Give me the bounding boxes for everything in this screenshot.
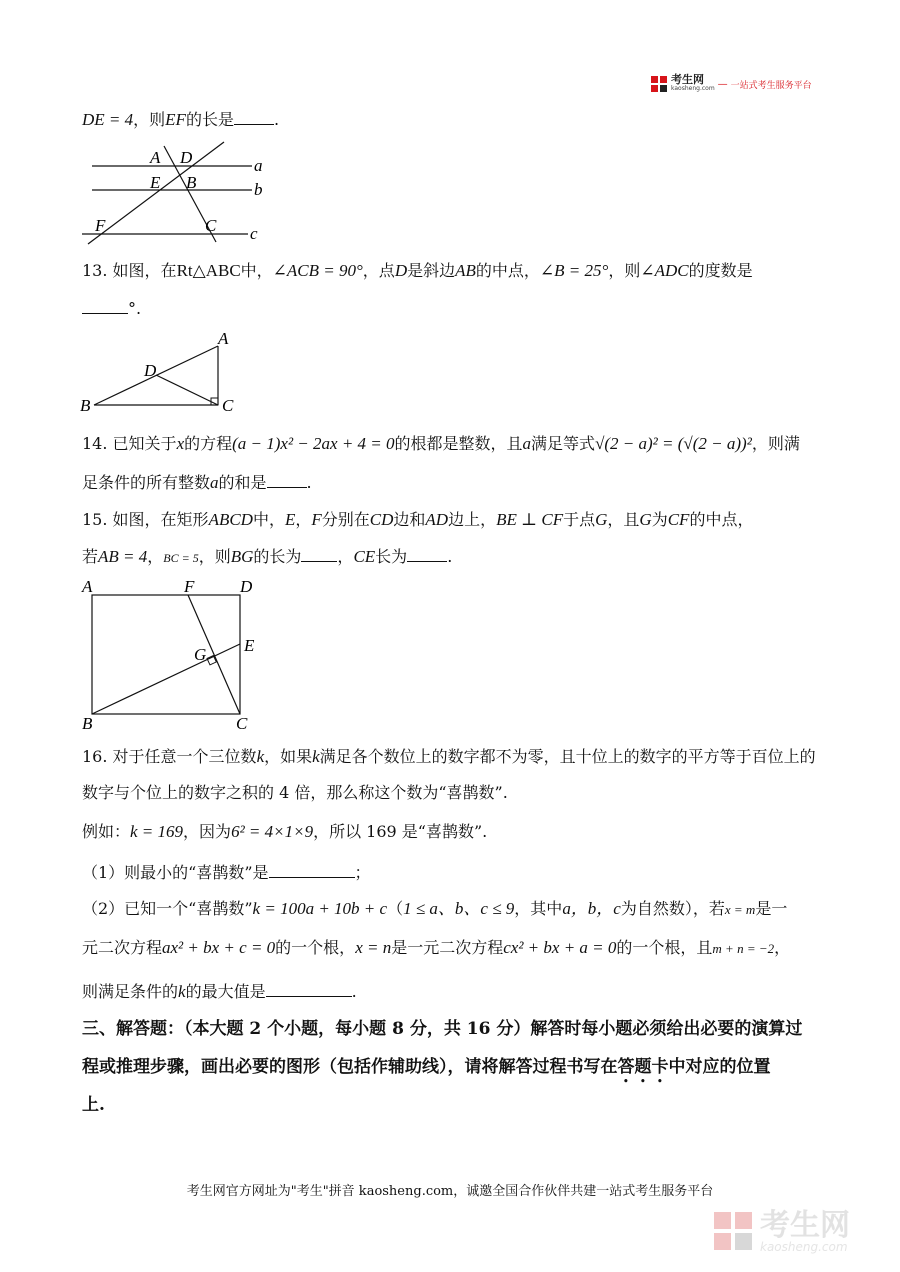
logo-cn: 考生网	[671, 73, 704, 86]
q16-answer-blank-1	[269, 863, 355, 878]
q14-text: ，则满	[751, 434, 800, 453]
q13-text: 是斜边	[407, 261, 456, 280]
q16-line1	[82, 746, 816, 768]
q16-text: （	[387, 899, 404, 918]
kaosheng-logo-icon	[650, 75, 668, 93]
q15-answer-blank-2	[407, 547, 447, 562]
q16-answer-blank-2	[266, 982, 352, 997]
q12-de: DE = 4	[82, 110, 134, 129]
section3-text: 程或推理步骤，画出必要的图形（包括作辅助线），请将解答过程书写在	[82, 1057, 618, 1077]
q16-example-k: k = 169	[130, 822, 184, 841]
q15-ab: AB = 4	[98, 547, 148, 566]
q15-perp: BE ⊥ CF	[496, 510, 564, 529]
q14-var-a: a	[522, 434, 532, 453]
q13-text: ，点	[362, 261, 395, 280]
fig12-label: C	[205, 216, 217, 235]
q16-part2	[82, 898, 787, 921]
q14-line1	[82, 433, 800, 455]
fig15-label: B	[82, 714, 93, 733]
q15-cd: CD	[369, 510, 394, 529]
fig12-label: B	[186, 173, 197, 192]
q16-text: 则满足条件的	[82, 982, 179, 1001]
q15-cf: CF	[667, 510, 690, 529]
q16-condition: 1 ≤ a、b、c ≤ 9	[403, 899, 515, 918]
q16-var-k: k	[178, 982, 186, 1001]
fig15-label: C	[236, 714, 248, 733]
q15-point-g: G	[595, 510, 608, 529]
fig12-label: D	[180, 148, 193, 167]
watermark	[712, 1210, 850, 1254]
q15-text: ，	[147, 547, 164, 566]
q12-text2: 的长是	[185, 110, 234, 129]
q16-eq1: ax² + bx + c = 0	[162, 938, 276, 957]
q15-text: 长为	[375, 547, 408, 566]
q15-bc: BC = 5	[163, 551, 199, 565]
q15-text: 的中点，	[689, 510, 754, 529]
q13-angle-acb: ∠ACB = 90°	[272, 261, 363, 280]
q13-line2	[82, 298, 141, 320]
q13-degree: °.	[128, 299, 142, 318]
q13-number: 13.	[82, 261, 108, 280]
q16-part2-line3	[82, 981, 357, 1003]
q16-text: ，	[774, 938, 791, 957]
q16-part1	[82, 862, 371, 884]
fig13-label: B	[80, 396, 91, 415]
q16-text: 是一元二次方程	[391, 938, 504, 957]
q15-point-g: G	[639, 510, 652, 529]
q16-var-k: k	[312, 747, 320, 766]
q16-text: ，因为	[183, 822, 232, 841]
q13-text: 中，	[240, 261, 273, 280]
q14-var-a: a	[210, 473, 219, 492]
q15-number: 15.	[82, 510, 108, 529]
q15-text: 边和	[393, 510, 426, 529]
q16-example-eq: 6² = 4×1×9	[231, 822, 314, 841]
q12-text: ，则	[133, 110, 166, 129]
q15-text: 中，	[252, 510, 285, 529]
q15-text: 如图，在矩形	[112, 510, 209, 529]
fig13-label: C	[222, 396, 234, 415]
fig12-label: E	[150, 173, 161, 192]
q14-equation2: √(2 − a)² = (√(2 − a))²	[595, 434, 752, 453]
q16-text: 元二次方程	[82, 938, 163, 957]
q16-text: 为自然数），若	[620, 899, 725, 918]
q15-text: ，	[295, 510, 312, 529]
q15-point-e: E	[284, 510, 296, 529]
section3-emphasis: 答题卡	[617, 1057, 669, 1077]
q16-text: 对于任意一个三位数	[112, 747, 257, 766]
q16-text: （1）则最小的“喜鹊数”是	[82, 863, 269, 882]
q14-text: 已知关于	[112, 434, 177, 453]
section3-line1: 三、解答题：（本大题 2 个小题，每小题 8 分，共 16 分）解答时每小题必须给出必要的演算过	[82, 1019, 803, 1039]
q16-x-m: x = m	[724, 902, 756, 917]
q16-text: （2）已知一个“喜鹊数”	[82, 899, 253, 918]
q16-part2-line2	[82, 937, 790, 960]
fig12-parallel-lines	[80, 140, 280, 250]
q16-text: 的最大值是	[185, 982, 266, 1001]
q15-text: ，	[337, 547, 354, 566]
q16-text: ，其中	[514, 899, 563, 918]
fig13-triangle	[78, 328, 248, 418]
q16-text: .	[351, 982, 357, 1001]
q13-point-d: D	[394, 261, 408, 280]
watermark-en: kaosheng.com	[760, 1240, 848, 1254]
q16-line3	[82, 821, 487, 843]
q15-text: ，则	[198, 547, 231, 566]
q15-bg: BG	[230, 547, 254, 566]
watermark-logo-icon	[712, 1210, 754, 1254]
q16-text: 是一	[755, 899, 788, 918]
q14-line2: 足条件的所有整数a的和是 .	[82, 473, 312, 492]
q15-ce: CE	[353, 547, 376, 566]
q14-text: 的和是	[218, 473, 267, 492]
q16-text: ，所以 169 是“喜鹊数”.	[313, 822, 488, 841]
header-slogan: 一站式考生服务平台	[730, 80, 812, 91]
q16-x-n: x = n	[355, 938, 392, 957]
q14-equation: (a − 1)x² − 2ax + 4 = 0	[232, 434, 395, 453]
q16-number: 16.	[82, 747, 108, 766]
q15-text: 的长为	[253, 547, 302, 566]
q15-ad: AD	[425, 510, 449, 529]
watermark-cn: 考生网	[760, 1208, 850, 1243]
q16-k-expr: k = 100a + 10b + c	[252, 899, 388, 918]
fig13-label: D	[144, 361, 157, 380]
q14-answer-blank	[267, 473, 307, 488]
q16-text: 的一个根，	[275, 938, 356, 957]
q16-text: 的一个根，且	[616, 938, 713, 957]
q12-answer-blank	[234, 110, 274, 125]
q15-text: 为	[651, 510, 668, 529]
q15-rect: ABCD	[208, 510, 253, 529]
logo-en: kaosheng.com	[671, 85, 715, 92]
q14-number: 14.	[82, 434, 108, 453]
section3-text: 中对应的位置	[668, 1057, 771, 1077]
q13-answer-blank	[82, 299, 128, 314]
q12-ef: EF	[165, 110, 186, 129]
header-logo: 考生网 kaosheng.com — 一站式考生服务平台	[650, 74, 812, 94]
q16-text: 满足各个数位上的数字都不为零，且十位上的数字的平方等于百位上的	[319, 747, 816, 766]
q13-ab: AB	[455, 261, 476, 280]
q15-line1	[82, 509, 753, 531]
q15-line2: 若AB = 4，BC = 5，则BG的长为 ，CE长为 .	[82, 547, 453, 566]
fig15-label: F	[184, 577, 195, 596]
q14-var-x: x	[176, 434, 185, 453]
q15-text: ，且	[607, 510, 640, 529]
fig12-label: a	[254, 156, 263, 175]
q13-triangle: Rt△ABC	[176, 261, 241, 280]
fig15-label: D	[240, 577, 253, 596]
q16-m-n: m + n = −2	[712, 941, 775, 956]
q14-text: 的根都是整数，且	[394, 434, 523, 453]
q15-text: 于点	[563, 510, 596, 529]
fig15-label: G	[194, 645, 207, 664]
fig13-label: A	[218, 329, 229, 348]
q13-text: 的度数是	[688, 261, 753, 280]
q16-vars: a，b，c	[562, 899, 621, 918]
fig12-label: A	[150, 148, 161, 167]
q13-text: ，则	[608, 261, 641, 280]
q13-text: 的中点，	[475, 261, 540, 280]
q13-text: 如图，在	[112, 261, 177, 280]
q13-angle-b: ∠B = 25°	[539, 261, 609, 280]
page-footer: 考生网官方网址为"考生"拼音 kaosheng.com，诚邀全国合作伙伴共建一站式考生服务平台	[186, 1184, 714, 1199]
q16-line2: 数字与个位上的数字之积的 4 倍，那么称这个数为“喜鹊数”.	[82, 783, 508, 802]
q16-eq2: cx² + bx + a = 0	[503, 938, 617, 957]
fig15-rectangle	[78, 574, 278, 736]
q16-var-k: k	[256, 747, 265, 766]
q15-point-f: F	[311, 510, 322, 529]
fig12-label: F	[95, 216, 106, 235]
q15-text: 边上，	[448, 510, 497, 529]
q14-text: 满足等式	[531, 434, 596, 453]
q16-text: ，如果	[264, 747, 313, 766]
q16-text: ；	[354, 863, 371, 882]
q14-text: 的方程	[184, 434, 233, 453]
q15-text: 若	[82, 547, 99, 566]
section3-line2	[82, 1056, 771, 1087]
q14-text: 足条件的所有整数	[82, 473, 211, 492]
q13-angle-adc: ∠ADC	[640, 261, 689, 280]
fig15-label: A	[82, 577, 93, 596]
fig15-label: E	[244, 636, 255, 655]
section3-line3: 上.	[82, 1095, 105, 1115]
q12-tail: DE = 4，则EF的长是 .	[82, 110, 280, 129]
q15-text: 分别在	[321, 510, 370, 529]
fig12-label: c	[250, 224, 258, 243]
q16-text: 例如：	[82, 822, 131, 841]
q13-line1	[82, 260, 753, 282]
fig12-label: b	[254, 180, 263, 199]
q15-answer-blank-1	[301, 547, 337, 562]
